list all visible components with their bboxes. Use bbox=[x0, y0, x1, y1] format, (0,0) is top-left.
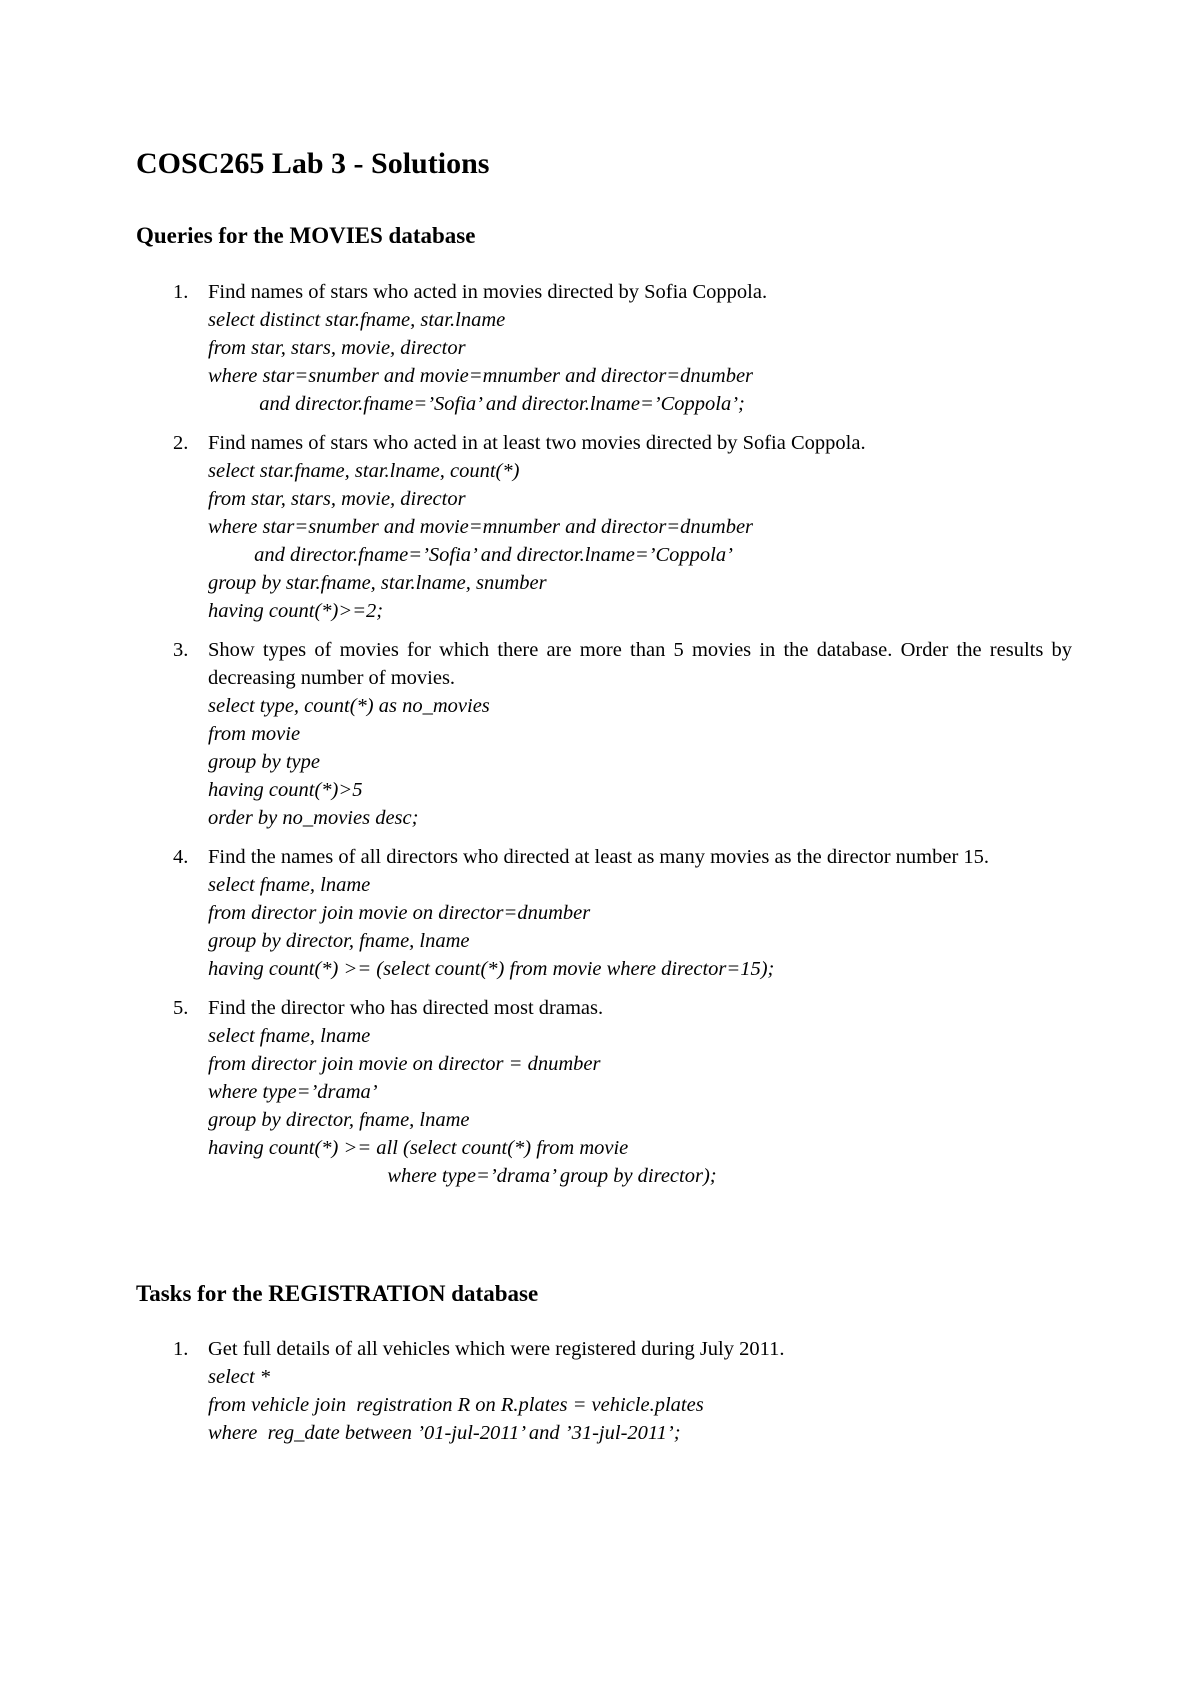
movies-section-heading: Queries for the MOVIES database bbox=[136, 223, 476, 248]
sql-line: having count(*)>=2; bbox=[208, 600, 384, 622]
sql-line: select fname, lname bbox=[208, 874, 371, 896]
sql-line: group by star.fname, star.lname, snumber bbox=[208, 572, 547, 594]
sql-line: having count(*) >= all (select count(*) from movie bbox=[208, 1137, 629, 1159]
sql-line: and director.fname=’Sofia’ and director.lname=’Coppola’; bbox=[208, 393, 745, 415]
list-item bbox=[136, 429, 1072, 625]
sql-line: and director.fname=’Sofia’ and director.lname=’Coppola’ bbox=[208, 544, 733, 566]
sql-line: having count(*)>5 bbox=[208, 779, 363, 801]
list-item bbox=[136, 1335, 1072, 1447]
question-text: Find the director who has directed most dramas. bbox=[208, 997, 604, 1019]
question-text: Find names of stars who acted in at least two movies directed by Sofia Coppola. bbox=[208, 432, 866, 454]
question-text: Show types of movies for which there are more than 5 movies in the database. Order the results by decreasing number of movies. bbox=[208, 639, 1072, 689]
sql-line: where type=’drama’ group by director); bbox=[208, 1165, 717, 1187]
sql-line: from star, stars, movie, director bbox=[208, 337, 466, 359]
sql-line: having count(*) >= (select count(*) from movie where director=15); bbox=[208, 958, 775, 980]
sql-line: select type, count(*) as no_movies bbox=[208, 695, 490, 717]
question-text: Get full details of all vehicles which were registered during July 2011. bbox=[208, 1338, 785, 1360]
sql-line: where star=snumber and movie=mnumber and director=dnumber bbox=[208, 516, 754, 538]
sql-line: group by director, fname, lname bbox=[208, 1109, 470, 1131]
question-text: Find names of stars who acted in movies directed by Sofia Coppola. bbox=[208, 281, 768, 303]
list-item bbox=[136, 636, 1072, 832]
movies-query-list bbox=[136, 278, 1072, 1201]
item-number: 1. bbox=[173, 281, 189, 303]
sql-line: where type=’drama’ bbox=[208, 1081, 378, 1103]
sql-line: group by director, fname, lname bbox=[208, 930, 470, 952]
item-number: 1. bbox=[173, 1338, 189, 1360]
sql-line: from vehicle join registration R on R.plates = vehicle.plates bbox=[208, 1394, 704, 1416]
list-item bbox=[136, 278, 1072, 418]
item-number: 5. bbox=[173, 997, 189, 1019]
sql-line: order by no_movies desc; bbox=[208, 807, 419, 829]
sql-line: select * bbox=[208, 1366, 271, 1388]
sql-line: select star.fname, star.lname, count(*) bbox=[208, 460, 520, 482]
question-text: Find the names of all directors who directed at least as many movies as the director number 15. bbox=[208, 846, 990, 868]
sql-line: where star=snumber and movie=mnumber and director=dnumber bbox=[208, 365, 754, 387]
sql-line: select fname, lname bbox=[208, 1025, 371, 1047]
page-title: COSC265 Lab 3 - Solutions bbox=[136, 147, 490, 180]
list-item bbox=[136, 843, 1072, 983]
registration-section-heading: Tasks for the REGISTRATION database bbox=[136, 1281, 539, 1306]
list-item bbox=[136, 994, 1072, 1190]
sql-line: from director join movie on director=dnumber bbox=[208, 902, 591, 924]
sql-line: group by type bbox=[208, 751, 320, 773]
registration-task-list bbox=[136, 1335, 1072, 1458]
item-number: 3. bbox=[173, 639, 189, 661]
item-number: 2. bbox=[173, 432, 189, 454]
sql-line: from movie bbox=[208, 723, 301, 745]
sql-line: from director join movie on director = dnumber bbox=[208, 1053, 601, 1075]
sql-line: from star, stars, movie, director bbox=[208, 488, 466, 510]
sql-line: where reg_date between ’01-jul-2011’ and ’31-jul-2011’; bbox=[208, 1422, 681, 1444]
sql-line: select distinct star.fname, star.lname bbox=[208, 309, 506, 331]
item-number: 4. bbox=[173, 846, 189, 868]
